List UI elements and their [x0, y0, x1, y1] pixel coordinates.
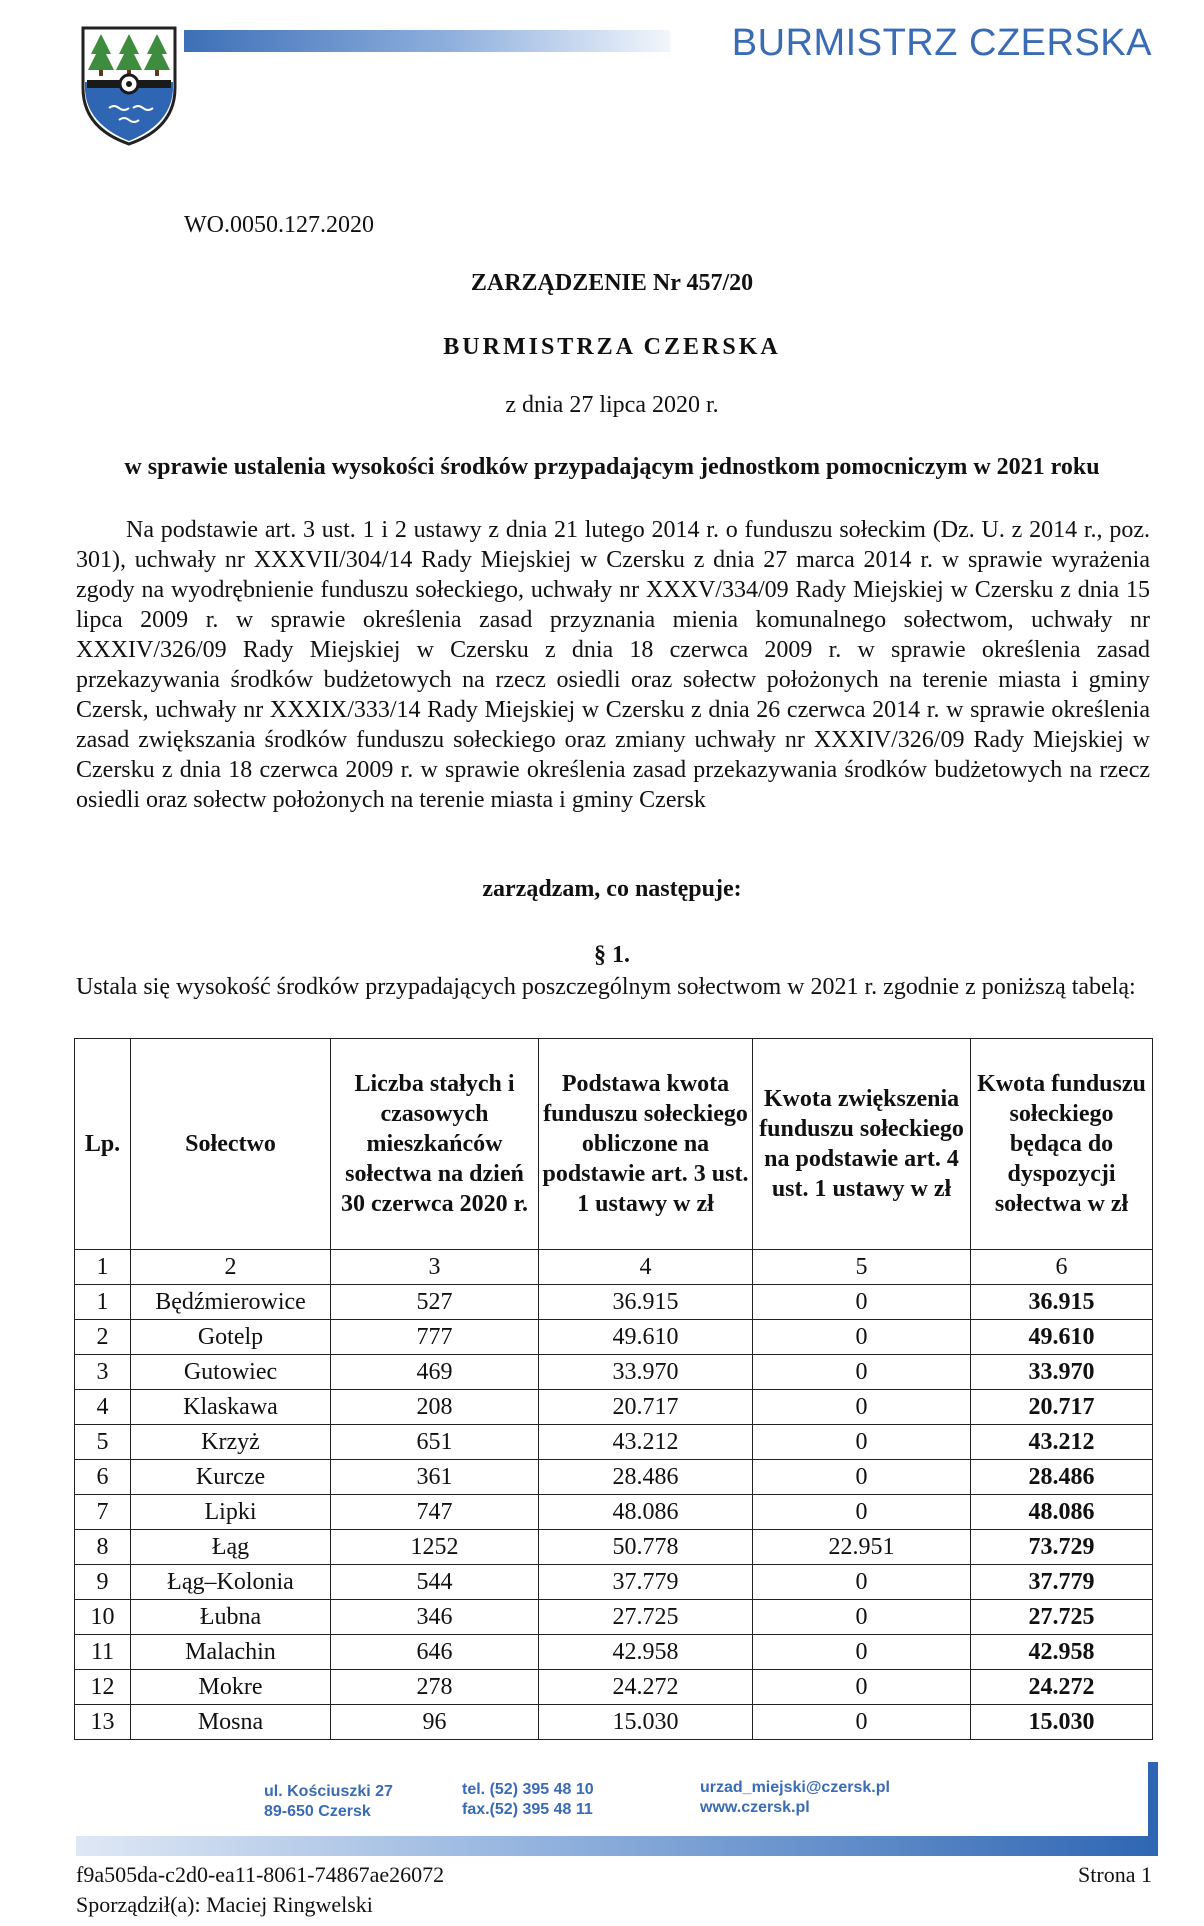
table-cell: 42.958	[971, 1635, 1153, 1670]
header-solectwo: Sołectwo	[131, 1039, 331, 1250]
table-cell: 544	[331, 1565, 539, 1600]
table-cell: Lipki	[131, 1495, 331, 1530]
coat-of-arms-icon	[78, 24, 180, 148]
website: www.czersk.pl	[700, 1799, 810, 1816]
table-cell: 361	[331, 1460, 539, 1495]
table-row	[75, 1355, 1153, 1390]
table-cell: 43.212	[539, 1425, 753, 1460]
document-reference: WO.0050.127.2020	[184, 212, 374, 238]
header-base-amount: Podstawa kwota funduszu sołeckiego obliczone na podstawie art. 3 ust. 1 ustawy w zł	[539, 1039, 753, 1250]
table-cell: 37.779	[971, 1565, 1153, 1600]
table-cell: 50.778	[539, 1530, 753, 1565]
table-cell: 3	[75, 1355, 131, 1390]
table-cell: 48.086	[539, 1495, 753, 1530]
table-cell: 0	[753, 1600, 971, 1635]
table-cell: 15.030	[539, 1705, 753, 1740]
preamble-text: Na podstawie art. 3 ust. 1 i 2 ustawy z dnia 21 lutego 2014 r. o funduszu sołeckim (Dz. U. z 2014 r., poz. 301), uchwały nr XXXVII/304/14 Rady Miejskiej w Czersku z dnia 27 marca 2014 r. w sprawie wyrażenia zgody na wyodrębnienie funduszu sołeckiego, uchwały nr XXXV/334/09 Rady Miejskiej w Czersku z dnia 15 lipca 2009 r. w sprawie określenia zasad przyznania mienia komunalnego sołectwom, uchwały nr XXXIV/326/09 Rady Miejskiej w Czersku z dnia 18 czerwca 2009 r. w sprawie określenia zasad przekazywania środków budżetowych na rzecz osiedli oraz sołectw położonych na terenie miasta i gminy Czersk, uchwały nr XXXIX/333/14 Rady Miejskiej w Czersku z dnia 26 czerwca 2014 r. w sprawie określenia zasad zwiększania środków funduszu sołeckiego oraz zmiany uchwały nr XXXIV/326/09 Rady Miejskiej w Czersku z dnia 18 czerwca 2009 r. w sprawie określenia zasad przekazywania środków budżetowych na rzecz osiedli oraz sołectw położonych na terenie miasta i gminy Czersk	[76, 517, 1150, 813]
phone-number: tel. (52) 395 48 10	[462, 1781, 594, 1798]
table-cell: 0	[753, 1285, 971, 1320]
table-cell: 43.212	[971, 1425, 1153, 1460]
table-cell: 33.970	[539, 1355, 753, 1390]
table-header-row	[75, 1039, 1153, 1250]
table-cell: 651	[331, 1425, 539, 1460]
table-cell: Krzyż	[131, 1425, 331, 1460]
table-cell: 0	[753, 1565, 971, 1600]
table-cell: 36.915	[539, 1285, 753, 1320]
table-cell: 22.951	[753, 1530, 971, 1565]
table-cell: 27.725	[539, 1600, 753, 1635]
table-row	[75, 1285, 1153, 1320]
table-cell: 5	[753, 1250, 971, 1285]
address-line-2: 89-650 Czersk	[264, 1803, 371, 1820]
table-cell: 3	[331, 1250, 539, 1285]
table-row	[75, 1495, 1153, 1530]
table-row	[75, 1670, 1153, 1705]
table-cell: Kurcze	[131, 1460, 331, 1495]
header-residents: Liczba stałych i czasowych mieszkańców sołectwa na dzień 30 czerwca 2020 r.	[331, 1039, 539, 1250]
document-subject: w sprawie ustalenia wysokości środków przypadającym jednostkom pomocniczym w 2021 roku	[124, 454, 1100, 480]
paragraph-heading: § 1.	[594, 942, 630, 968]
table-cell: 0	[753, 1390, 971, 1425]
table-row	[75, 1320, 1153, 1355]
table-cell: Łubna	[131, 1600, 331, 1635]
paragraph-text: Ustala się wysokość środków przypadających poszczególnym sołectwom w 2021 r. zgodnie z poniższą tabelą:	[76, 974, 1136, 1000]
table-cell: Mokre	[131, 1670, 331, 1705]
table-row	[75, 1705, 1153, 1740]
header-lp: Lp.	[75, 1039, 131, 1250]
table-cell: 0	[753, 1705, 971, 1740]
table-cell: Łąg–Kolonia	[131, 1565, 331, 1600]
table-cell: 10	[75, 1600, 131, 1635]
table-cell: 4	[539, 1250, 753, 1285]
table-cell: 36.915	[971, 1285, 1153, 1320]
table-cell: 0	[753, 1670, 971, 1705]
document-issuer: BURMISTRZA CZERSKA	[443, 334, 781, 360]
table-cell: Malachin	[131, 1635, 331, 1670]
document-date: z dnia 27 lipca 2020 r.	[505, 392, 719, 418]
table-cell: 8	[75, 1530, 131, 1565]
table-row	[75, 1425, 1153, 1460]
footer-gradient-bar	[76, 1836, 1158, 1856]
footer-address	[264, 1782, 393, 1822]
email-address: urzad_miejski@czersk.pl	[700, 1779, 890, 1796]
table-cell: 73.729	[971, 1530, 1153, 1565]
document-author: Sporządził(a): Maciej Ringwelski	[76, 1892, 373, 1917]
table-cell: 49.610	[539, 1320, 753, 1355]
table-cell: 6	[75, 1460, 131, 1495]
table-cell: 278	[331, 1670, 539, 1705]
table-cell: 7	[75, 1495, 131, 1530]
fax-number: fax.(52) 395 48 11	[462, 1801, 593, 1818]
table-row	[75, 1600, 1153, 1635]
table-cell: 2	[131, 1250, 331, 1285]
table-cell: 2	[75, 1320, 131, 1355]
table-cell: 48.086	[971, 1495, 1153, 1530]
table-cell: 646	[331, 1635, 539, 1670]
table-cell: Mosna	[131, 1705, 331, 1740]
footer-contact	[700, 1778, 890, 1818]
table-cell: 28.486	[971, 1460, 1153, 1495]
table-cell: 777	[331, 1320, 539, 1355]
table-cell: 24.272	[971, 1670, 1153, 1705]
table-cell: 4	[75, 1390, 131, 1425]
table-cell: 1252	[331, 1530, 539, 1565]
table-cell: 0	[753, 1425, 971, 1460]
table-cell: 0	[753, 1460, 971, 1495]
table-cell: Klaskawa	[131, 1390, 331, 1425]
table-cell: 0	[753, 1355, 971, 1390]
table-cell: 9	[75, 1565, 131, 1600]
table-row	[75, 1390, 1153, 1425]
document-hash: f9a505da-c2d0-ea11-8061-74867ae26072	[76, 1862, 445, 1887]
table-cell: 747	[331, 1495, 539, 1530]
table-cell: 11	[75, 1635, 131, 1670]
table-cell: 5	[75, 1425, 131, 1460]
table-cell: 0	[753, 1320, 971, 1355]
address-line-1: ul. Kościuszki 27	[264, 1783, 393, 1800]
funds-table	[74, 1038, 1153, 1740]
header-title: BURMISTRZ CZERSKA	[731, 22, 1152, 64]
header-gradient-bar	[184, 30, 670, 52]
table-cell: 37.779	[539, 1565, 753, 1600]
table-cell: Gotelp	[131, 1320, 331, 1355]
table-cell: 346	[331, 1600, 539, 1635]
table-cell: 6	[971, 1250, 1153, 1285]
table-cell: 42.958	[539, 1635, 753, 1670]
table-cell: 208	[331, 1390, 539, 1425]
table-row	[75, 1530, 1153, 1565]
table-cell: 27.725	[971, 1600, 1153, 1635]
table-cell: 28.486	[539, 1460, 753, 1495]
table-row	[75, 1635, 1153, 1670]
column-number-row	[75, 1250, 1153, 1285]
table-cell: 20.717	[539, 1390, 753, 1425]
table-cell: 1	[75, 1250, 131, 1285]
header-increase-amount: Kwota zwiększenia funduszu sołeckiego na podstawie art. 4 ust. 1 ustawy w zł	[753, 1039, 971, 1250]
table-cell: 49.610	[971, 1320, 1153, 1355]
page-number: Strona 1	[1078, 1862, 1152, 1887]
table-cell: 24.272	[539, 1670, 753, 1705]
table-row	[75, 1460, 1153, 1495]
table-cell: 0	[753, 1495, 971, 1530]
header-total-amount: Kwota funduszu sołeckiego będąca do dyspozycji sołectwa w zł	[971, 1039, 1153, 1250]
table-row	[75, 1565, 1153, 1600]
table-cell: Będźmierowice	[131, 1285, 331, 1320]
table-cell: 96	[331, 1705, 539, 1740]
table-cell: Łąg	[131, 1530, 331, 1565]
document-title: ZARZĄDZENIE Nr 457/20	[470, 270, 754, 296]
table-cell: 33.970	[971, 1355, 1153, 1390]
table-cell: 15.030	[971, 1705, 1153, 1740]
decree-line: zarządzam, co następuje:	[482, 876, 742, 902]
table-cell: 469	[331, 1355, 539, 1390]
table-cell: 527	[331, 1285, 539, 1320]
table-cell: 12	[75, 1670, 131, 1705]
table-cell: Gutowiec	[131, 1355, 331, 1390]
table-cell: 13	[75, 1705, 131, 1740]
table-cell: 20.717	[971, 1390, 1153, 1425]
table-cell: 0	[753, 1635, 971, 1670]
table-cell: 1	[75, 1285, 131, 1320]
footer-phone	[462, 1780, 594, 1820]
